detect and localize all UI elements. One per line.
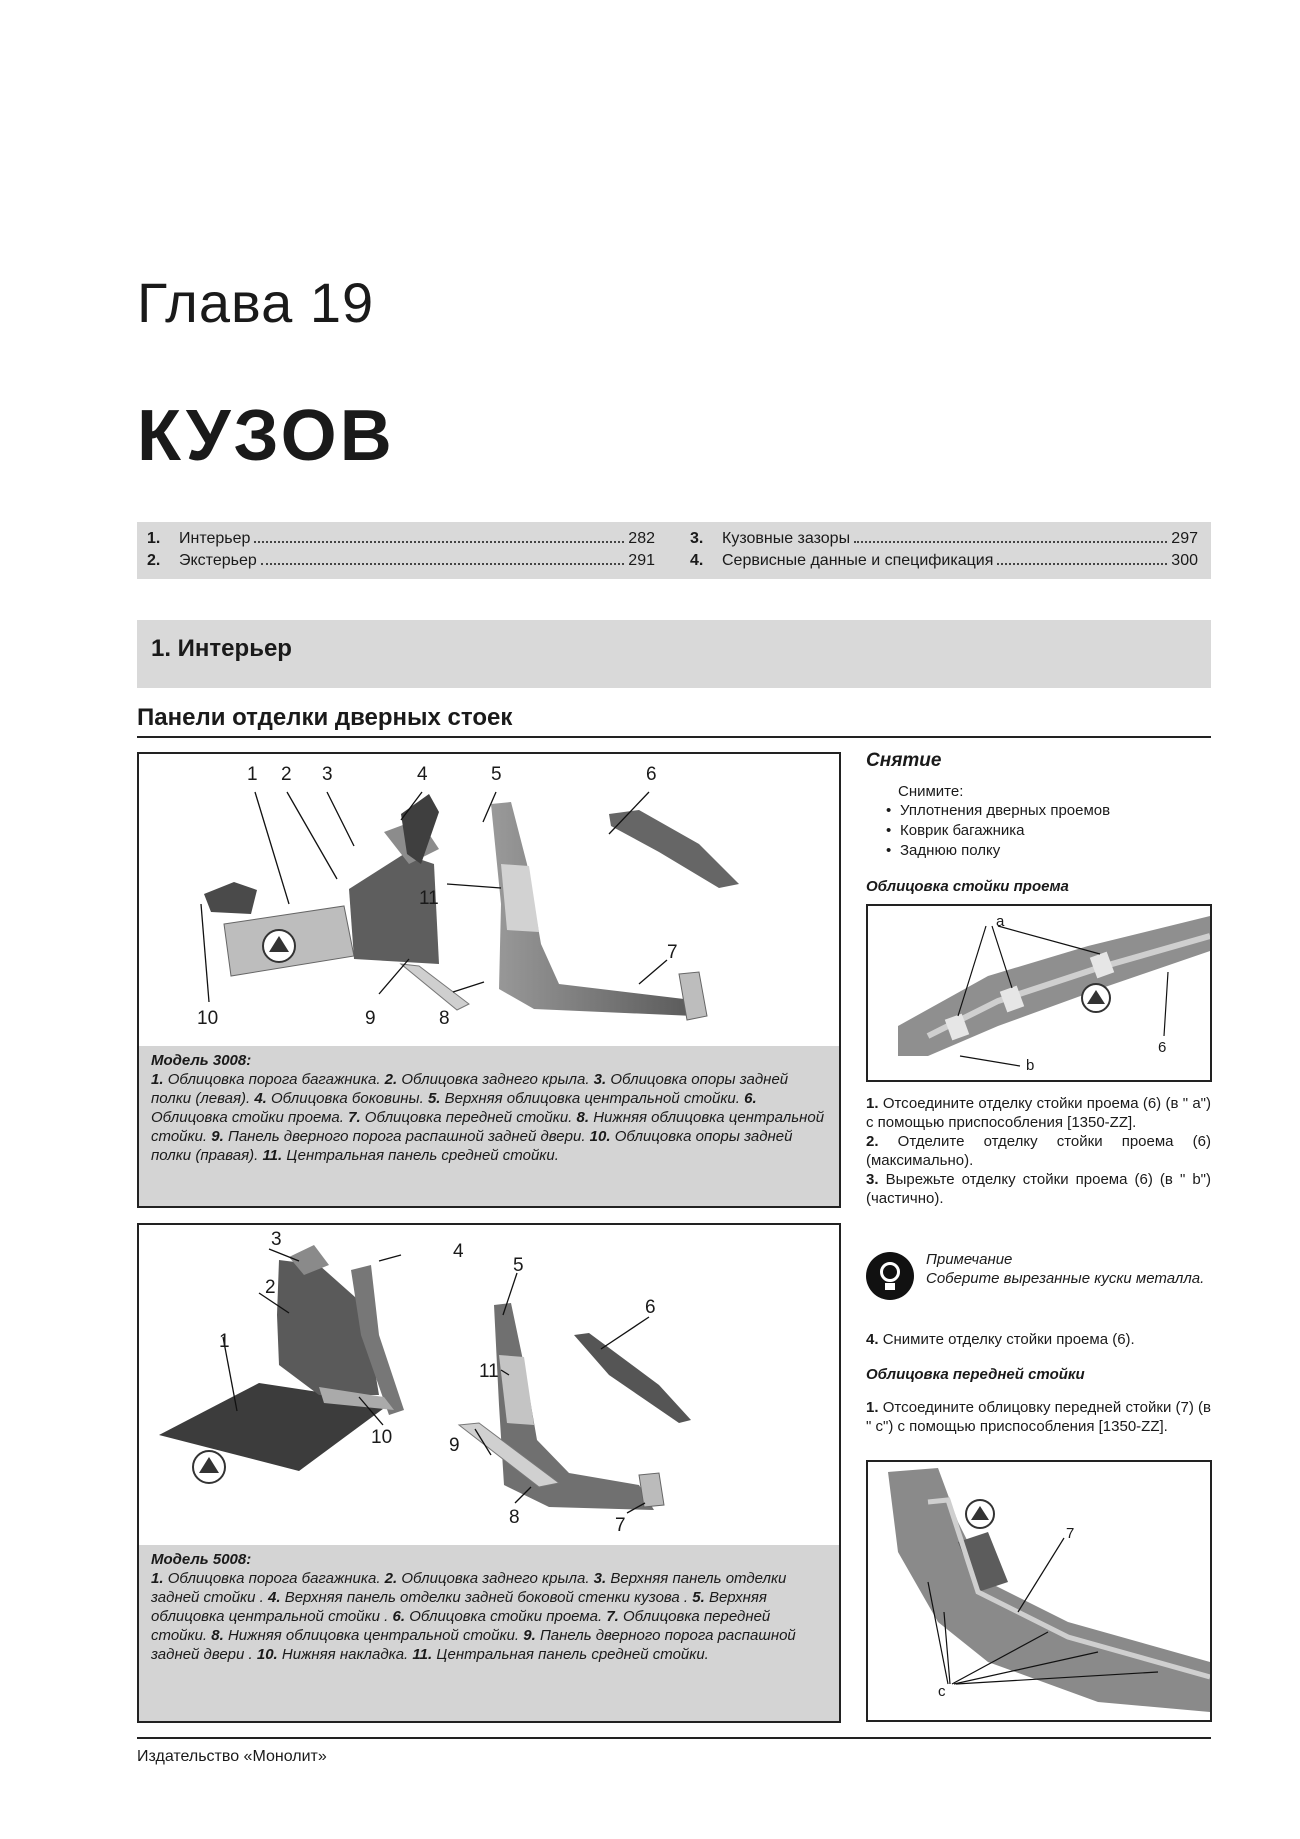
list-item: • Заднюю полку <box>866 841 1211 861</box>
callout-label: 3 <box>322 764 333 785</box>
toc-leader <box>997 552 1167 565</box>
step-item: 4. Снимите отделку стойки проема (6). <box>866 1331 1135 1348</box>
toc-leader <box>261 552 625 565</box>
note-text: Соберите вырезанные куски металла. <box>926 1270 1205 1287</box>
callout-label: 3 <box>271 1229 282 1250</box>
toc-num: 1. <box>147 530 161 547</box>
figure-front-pillar-drawing <box>868 1462 1210 1720</box>
toc-num: 4. <box>690 552 704 569</box>
front-pillar-heading: Облицовка передней стойки <box>866 1366 1085 1383</box>
callout-label: 2 <box>265 1277 276 1298</box>
callout-label: 9 <box>365 1008 376 1029</box>
figure-front-pillar <box>866 1460 1212 1722</box>
opening-heading: Облицовка стойки проема <box>866 878 1069 895</box>
figure-opening-trim <box>866 904 1212 1082</box>
callout-label: c <box>938 1683 946 1700</box>
callout-label: 5 <box>491 764 502 785</box>
callout-label: 11 <box>419 888 439 909</box>
section-header <box>137 620 1211 688</box>
note <box>866 1250 1211 1310</box>
callout-label: 9 <box>449 1435 460 1456</box>
section-title: 1. Интерьер <box>151 635 292 662</box>
toc-leader <box>254 530 624 543</box>
step-item: 3. Вырежьте отделку стойки проема (6) (в " b") (частично). <box>866 1171 1211 1207</box>
lightbulb-icon <box>866 1252 914 1300</box>
toc-leader <box>854 530 1167 543</box>
callout-label: 7 <box>615 1515 626 1536</box>
model-label: Модель 5008: <box>151 1551 252 1568</box>
remove-intro: Снимите: <box>898 783 964 800</box>
figure-3008-drawing <box>139 754 839 1046</box>
step-item: 1. Отсоедините отделку стойки проема (6) (в " a") с помощью приспособления [1350-ZZ]. <box>866 1095 1211 1131</box>
figure-5008-caption: Модель 5008: 1. Облицовка порога багажника. 2. Облицовка заднего крыла. 3. Верхняя панель отделки задней стойки . 4. Верхняя панель отделки задней боковой стенки кузова . 5. Верхняя облицовка центральной стойки . 6. Облицовка стойки проема. 7. Облицовка передней стойки. 8. Нижняя облицовка центральной стойки. 9. Панель дверного порога распашной задней двери . 10. Нижняя накладка. 11. Центральная панель средней стойки. <box>137 1545 841 1723</box>
chapter-number: Глава 19 <box>137 271 375 334</box>
toc-item[interactable] <box>147 552 655 570</box>
callout-label: 6 <box>1158 1039 1167 1056</box>
subheading: Панели отделки дверных стоек <box>137 704 513 731</box>
callout-label: 6 <box>645 1297 656 1318</box>
callout-label: 8 <box>439 1008 450 1029</box>
publisher-footer: Издательство «Монолит» <box>137 1748 327 1765</box>
callout-label: 10 <box>371 1427 393 1448</box>
remove-list <box>866 801 1211 861</box>
callout-label: 10 <box>197 1008 219 1029</box>
callout-label: 11 <box>479 1361 499 1382</box>
table-of-contents <box>137 522 1211 579</box>
chapter-title: КУЗОВ <box>137 396 395 476</box>
list-item: • Коврик багажника <box>866 821 1211 841</box>
toc-page: 297 <box>1171 530 1198 547</box>
toc-page: 300 <box>1171 552 1198 569</box>
callout-label: 7 <box>1066 1525 1075 1542</box>
callout-label: 8 <box>509 1507 520 1528</box>
removal-heading: Снятие <box>866 750 942 771</box>
toc-text: Интерьер <box>179 530 251 547</box>
toc-item[interactable] <box>690 530 1198 548</box>
toc-item[interactable] <box>147 530 655 548</box>
step-item: 2. Отделите отделку стойки проема (6) (максимально). <box>866 1133 1211 1169</box>
subheading-rule <box>137 736 1211 738</box>
step-item: 1. Отсоедините облицовку передней стойки (7) (в " c") с помощью приспособления [1350-ZZ]. <box>866 1399 1211 1435</box>
model-label: Модель 3008: <box>151 1052 252 1069</box>
toc-text: Экстерьер <box>179 552 257 569</box>
figure-5008 <box>137 1223 841 1547</box>
callout-label: 6 <box>646 764 657 785</box>
footer-rule <box>137 1737 1211 1739</box>
toc-page: 291 <box>628 552 655 569</box>
toc-text: Сервисные данные и спецификация <box>722 552 994 569</box>
toc-page: 282 <box>628 530 655 547</box>
figure-3008-caption: Модель 3008: 1. Облицовка порога багажника. 2. Облицовка заднего крыла. 3. Облицовка опоры задней полки (левая). 4. Облицовка боковины. 5. Верхняя облицовка центральной стойки. 6. Облицовка стойки проема. 7. Облицовка передней стойки. 8. Нижняя облицовка центральной стойки. 9. Панель дверного порога распашной задней двери. 10. Облицовка опоры задней полки (правая). 11. Центральная панель средней стойки. <box>137 1046 841 1208</box>
callout-label: 7 <box>667 942 678 963</box>
note-title: Примечание <box>926 1251 1013 1268</box>
figure-3008 <box>137 752 841 1048</box>
toc-text: Кузовные зазоры <box>722 530 851 547</box>
callout-label: 1 <box>219 1331 230 1352</box>
opening-steps <box>866 1094 1211 1208</box>
callout-label: 2 <box>281 764 292 785</box>
callout-label: b <box>1026 1057 1035 1074</box>
callout-label: a <box>996 913 1005 930</box>
figure-5008-drawing <box>139 1225 839 1545</box>
callout-label: 4 <box>417 764 428 785</box>
toc-num: 3. <box>690 530 704 547</box>
toc-num: 2. <box>147 552 161 569</box>
callout-label: 4 <box>453 1241 464 1262</box>
toc-item[interactable] <box>690 552 1198 570</box>
callout-label: 1 <box>247 764 258 785</box>
list-item: • Уплотнения дверных проемов <box>866 801 1211 821</box>
callout-label: 5 <box>513 1255 524 1276</box>
